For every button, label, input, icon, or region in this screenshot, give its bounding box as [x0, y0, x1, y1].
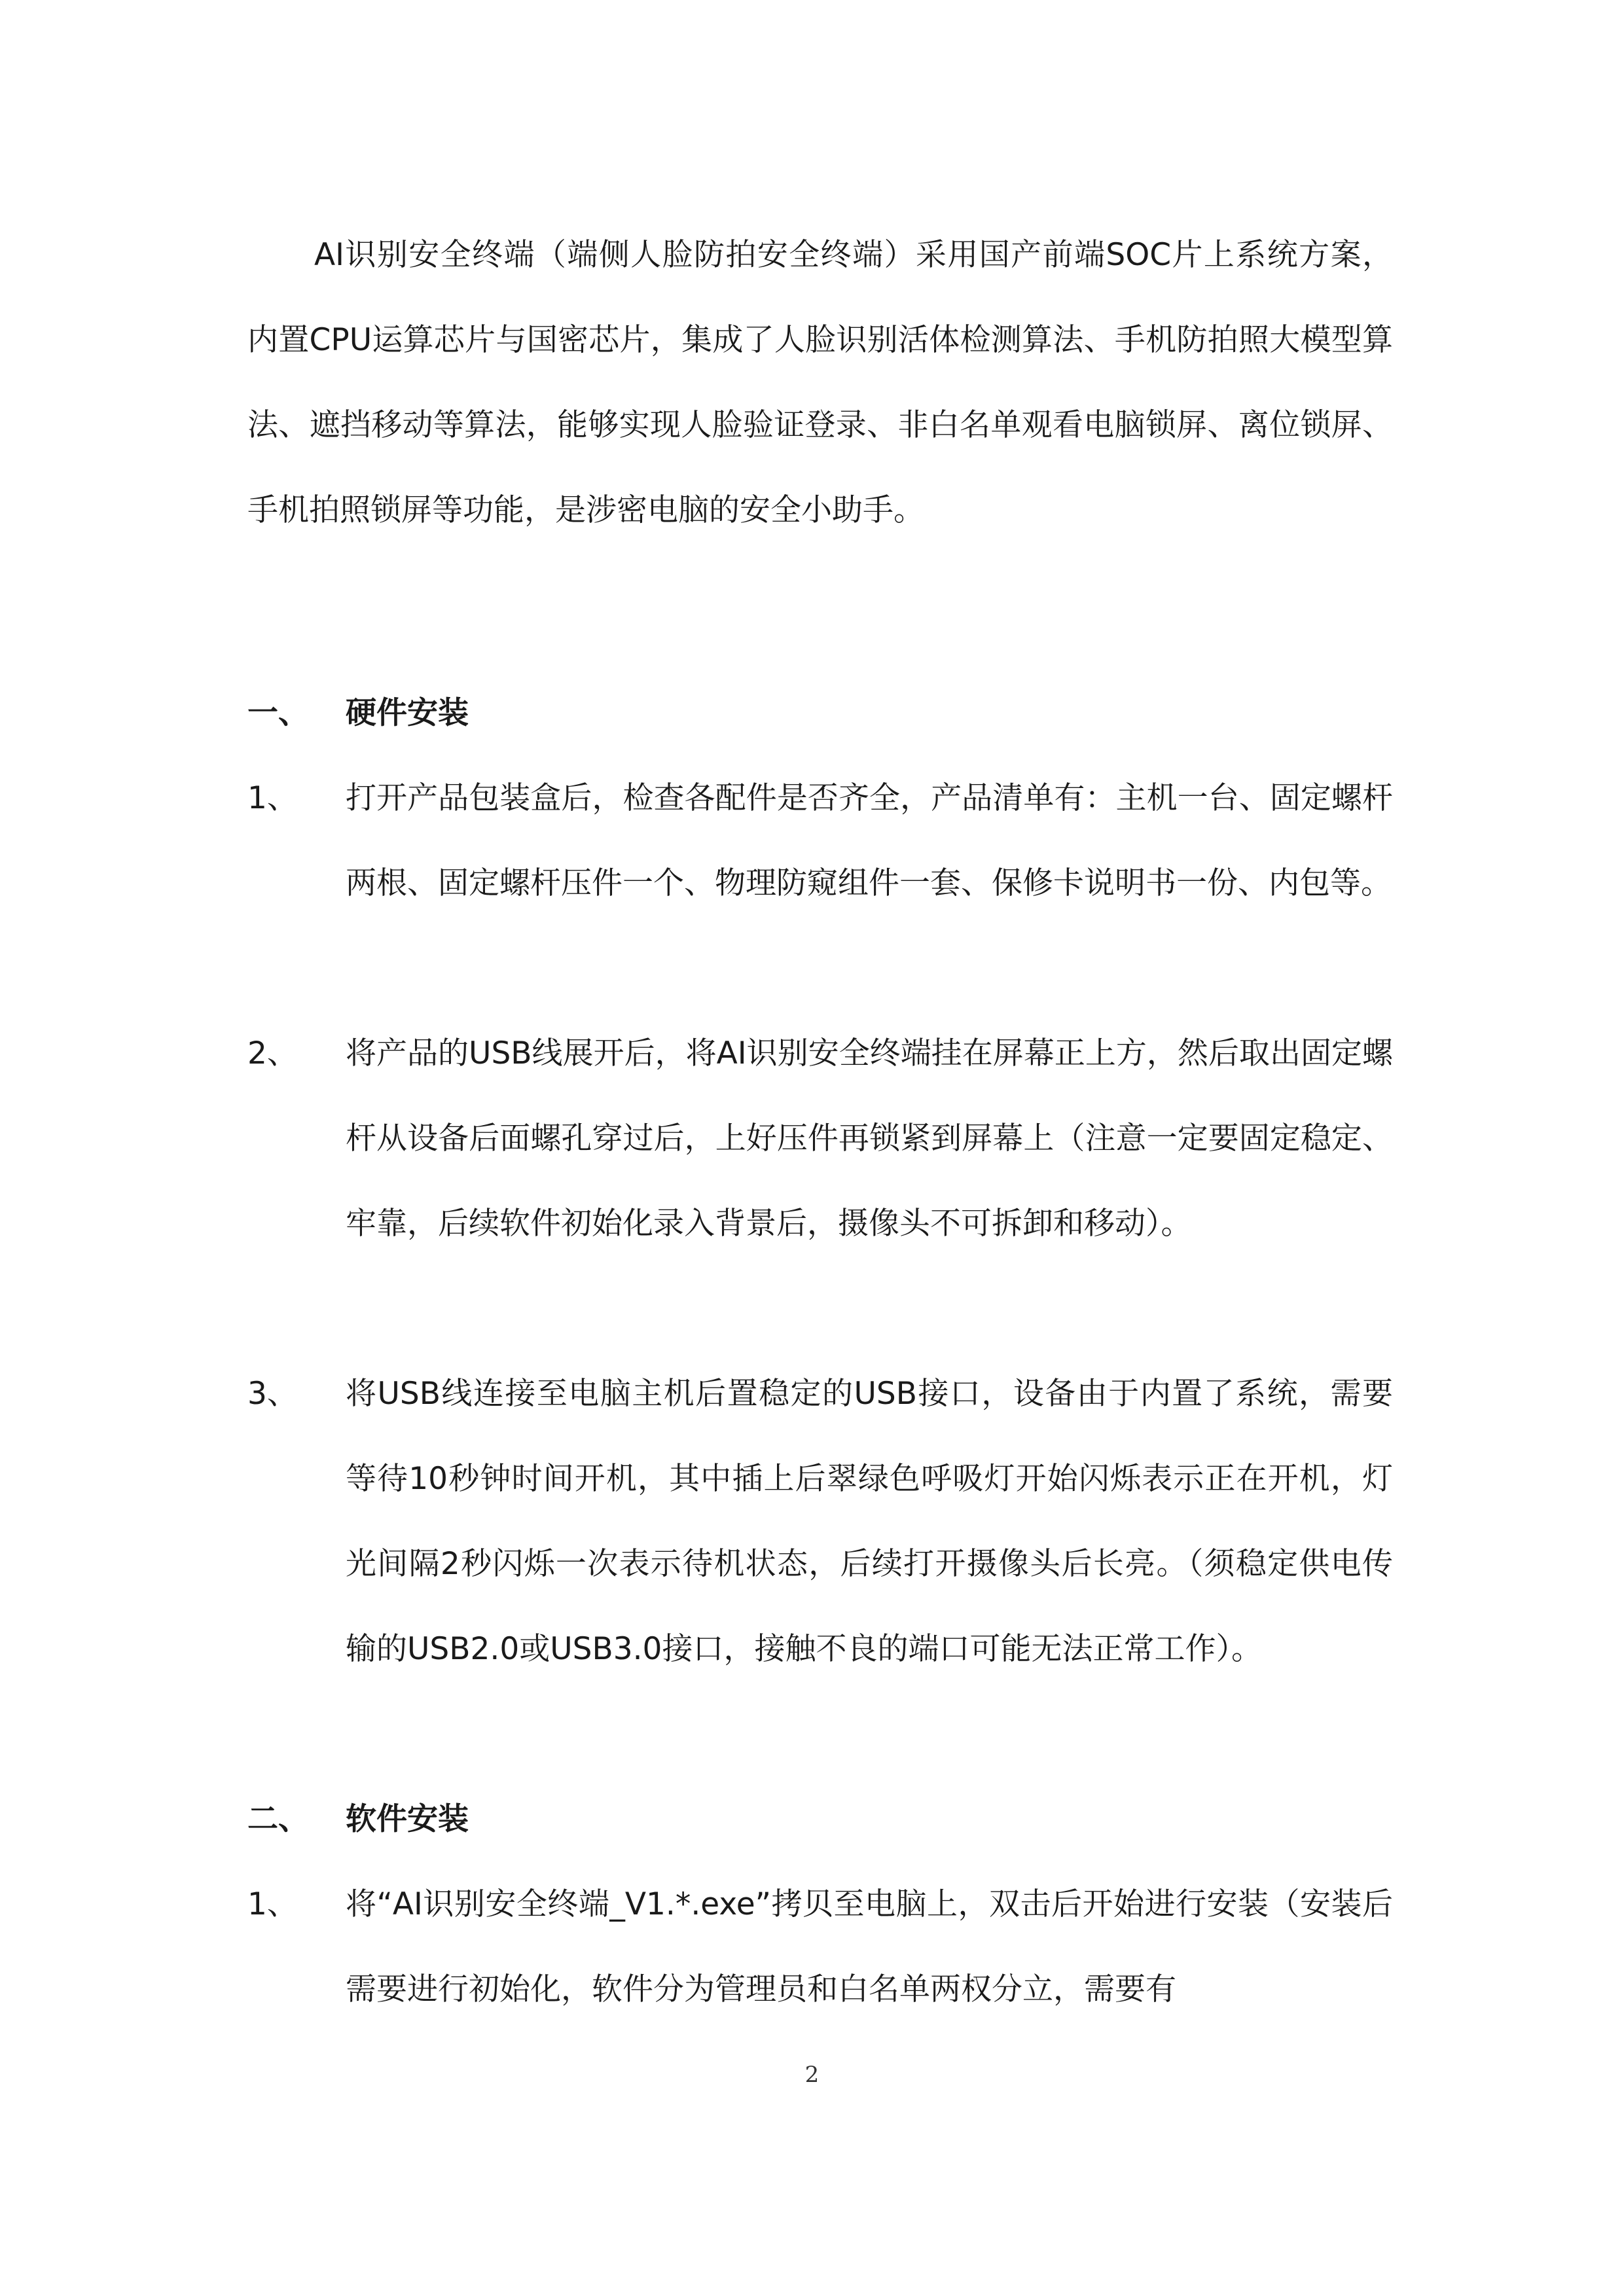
list-item — [247, 1011, 1393, 1266]
section-number: 一、 — [247, 695, 309, 731]
list-item — [247, 1862, 1393, 2032]
item-text: 将产品的USB线展开后，将AI识别安全终端挂在屏幕正上方，然后取出固定螺杆从设备后面螺孔穿过后，上好压件再锁紧到屏幕上（注意一定要固定稳定、牢靠，后续软件初始化录入背景后，摄像头不可拆卸和移动）。 — [346, 1035, 1393, 1242]
page-number: 2 — [804, 2062, 820, 2088]
list-item — [247, 756, 1393, 926]
section-title: 软件安装 — [346, 1801, 469, 1837]
list-item — [247, 1352, 1393, 1692]
item-number: 1、 — [247, 780, 298, 816]
item-number: 1、 — [247, 1886, 298, 1922]
item-text: 打开产品包装盒后，检查各配件是否齐全，产品清单有：主机一台、固定螺杆两根、固定螺杆压件一个、物理防窥组件一套、保修卡说明书一份、内包等。 — [346, 780, 1393, 901]
item-number: 2、 — [247, 1035, 298, 1071]
intro-paragraph: AI识别安全终端（端侧人脸防拍安全终端）采用国产前端SOC片上系统方案，内置CPU运算芯片与国密芯片，集成了人脸识别活体检测算法、手机防拍照大模型算法、遮挡移动等算法，能够实现人脸验证登录、非白名单观看电脑锁屏、离位锁屏、手机拍照锁屏等功能，是涉密电脑的安全小助手。 — [247, 237, 1393, 528]
item-text: 将“AI识别安全终端_V1.*.exe”拷贝至电脑上，双击后开始进行安装（安装后需要进行初始化，软件分为管理员和白名单两权分立，需要有 — [346, 1886, 1393, 2007]
section-heading-hardware — [247, 671, 469, 756]
section-heading-software — [247, 1777, 469, 1862]
item-number: 3、 — [247, 1376, 298, 1412]
section-number: 二、 — [247, 1801, 309, 1837]
item-text: 将USB线连接至电脑主机后置稳定的USB接口，设备由于内置了系统，需要等待10秒钟时间开机，其中插上后翠绿色呼吸灯开始闪烁表示正在开机，灯光间隔2秒闪烁一次表示待机状态，后续打开摄像头后长亮。（须稳定供电传输的USB2.0或USB3.0接口，接触不良的端口可能无法正常工作）。 — [346, 1376, 1393, 1667]
section-title: 硬件安装 — [346, 695, 469, 731]
